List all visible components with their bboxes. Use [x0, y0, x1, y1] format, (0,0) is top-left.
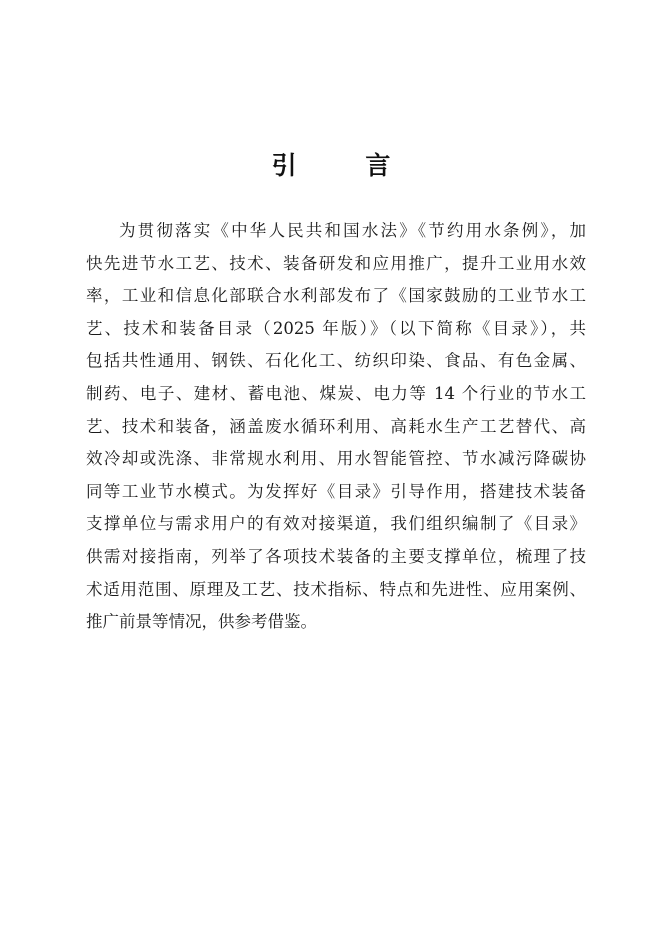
paragraph-line: 供需对接指南，列举了各项技术装备的主要支撑单位，梳理了技 — [86, 546, 586, 566]
paragraph-line: 艺、技术和装备目录（2025 年版）》（以下简称《目录》），共 — [86, 318, 586, 338]
page-title: 引 言 — [271, 151, 421, 180]
paragraph-line: 快先进节水工艺、技术、装备研发和应用推广，提升工业用水效 — [86, 253, 586, 273]
paragraph-line: 制药、电子、建材、蓄电池、煤炭、电力等 14 个行业的节水工 — [86, 383, 586, 403]
paragraph-line: 为贯彻落实《中华人民共和国水法》《节约用水条例》，加 — [119, 221, 586, 240]
paragraph-line: 支撑单位与需求用户的有效对接渠道，我们组织编制了《目录》 — [86, 514, 586, 534]
paragraph-line: 推广前景等情况，供参考借鉴。 — [86, 612, 317, 632]
paragraph-line: 同等工业节水模式。为发挥好《目录》引导作用，搭建技术装备 — [86, 481, 586, 501]
paragraph-line: 包括共性通用、钢铁、石化化工、纺织印染、食品、有色金属、 — [86, 351, 586, 371]
paragraph-line: 艺、技术和装备，涵盖废水循环利用、高耗水生产工艺替代、高 — [86, 416, 586, 436]
paragraph-line: 效冷却或洗涤、非常规水利用、用水智能管控、节水减污降碳协 — [86, 449, 586, 469]
paragraph-line: 率，工业和信息化部联合水利部发布了《国家鼓励的工业节水工 — [86, 286, 586, 306]
paragraph-line: 术适用范围、原理及工艺、技术指标、特点和先进性、应用案例、 — [86, 579, 586, 599]
introduction-paragraph — [86, 215, 586, 639]
